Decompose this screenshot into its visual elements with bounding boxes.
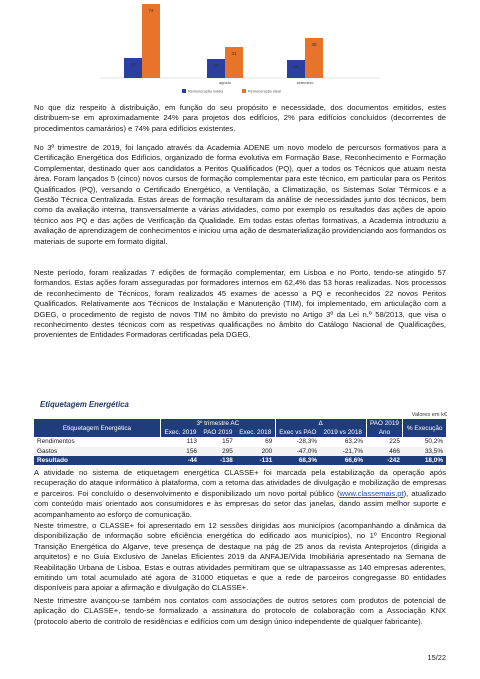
paragraph-distribution: No que diz respeito à distribuição, em função do seu propósito e necessidade, dos documentos emitidos, estes distribuem-se em aproximadamente 24% para projetos dos edifícios, 2% para edifícios concluídos (decorrentes de procedimentos camarários) e 74% para edifícios existentes. <box>34 103 446 133</box>
table-cell: 157 <box>200 437 236 446</box>
col-header: Exec vs PAO <box>275 428 320 437</box>
bar-value-label: 20 <box>130 62 136 67</box>
col-group-q3: 3º trimestre AC <box>161 419 276 428</box>
bar-value-label: 31 <box>231 51 237 56</box>
financial-table <box>34 419 446 465</box>
paragraph-formacao: Neste período, foram realizadas 7 edições de formação complementar, em Lisboa e no Porto, tendo-se atingido 57 formandos. Estas ações foram asseguradas por formadores internos em 62,4% das 53 horas realizadas. Nos processos de reconhecimento de Técnicos, foram realizados 45 exames de acesso a PQ e reconhecidos 22 novos Peritos Qualificados. Relativamente aos Técnicos de Instalação e Manutenção (TIM), foi implementado, em articulação com a DGEG, o procedimento de registo de novos TIM no âmbito do previsto no Artigo 3º da Lei n.º 58/2013, que visa o reconhecimento destes técnicos com as respetivas qualificações no âmbito do Catálogo Nacional de Qualificações, provenientes de Entidades Formadoras certificadas pela DGEG. <box>34 268 446 340</box>
units-note: Valores em k€ <box>411 412 447 418</box>
classemais-link[interactable]: www.classemais.pt <box>339 488 404 498</box>
table-row <box>34 447 446 456</box>
table-cell: 156 <box>161 447 200 456</box>
col-group-delta: Δ <box>275 419 366 428</box>
bar-value-label: 40 <box>311 42 317 47</box>
table-cell: 18,0% <box>403 456 446 465</box>
bar-value-label: 74 <box>148 8 154 13</box>
section-title: Etiquetagem Energética <box>40 400 129 409</box>
text-segment: A atividade no sistema de etiquetagem energética CLASSE+ foi marcada pela estabilização da operação após recuperação do ataque informático à plataforma, com a retoma das atividades de divulgação e mobilização de empresas e parceiros. Foi concluído o desenvolvimento e disponibilizado um novo portal público ( <box>34 468 446 498</box>
category-label: agosto <box>218 80 232 85</box>
table-cell: 68,3% <box>275 456 320 465</box>
col-header-pct: % Execução <box>403 419 446 437</box>
col-header: Ano <box>366 428 403 437</box>
paragraph-academia: No 3º trimestre de 2019, foi lançado através da Academia ADENE um novo modelo de percursos formativos para a Certificação Energética dos Edifícios, organizado de forma evolutiva em Formação Base, Reconhecimento e Formação Complementar, destinado quer aos candidatos a Peritos Qualificados (PQ), quer a todos os Técnicos que atuam nesta área. Foram lançados 5 (cinco) novos cursos de formação complementar para este técnico, em particular para os Peritos Qualificados (PQ), versando o Certificado Energético, a Ventilação, a Climatização, os Sistemas Solar Térmicos e a Gestão Técnica Centralizada. Estas áreas de formação resultaram da análise de necessidades junto dos técnicos, bem como da avaliação interna, transversalmente a várias atividades, como por exemplo os resultados das ações de apoio técnico aos PQ e das ações de Verificação da Qualidade. Em todas estas ofertas formativas, a Academia introduziu a avaliação de aprendizagem de conhecimentos e iniciou uma ação de desmaterialização providenciando aos formandos os materiais de suporte em formato digital. <box>34 143 447 246</box>
table-cell: 63,2% <box>320 437 366 446</box>
category-label: setembro <box>296 80 314 85</box>
table-cell: -28,3% <box>275 437 320 446</box>
bar-series-1 <box>124 58 142 78</box>
paragraph-classe-plus <box>34 468 446 520</box>
col-group-pao: PAO 2019 <box>366 419 403 428</box>
table-cell: 33,5% <box>403 447 446 456</box>
table-cell: 69 <box>236 437 275 446</box>
page-number: 15/22 <box>427 653 446 662</box>
table-cell: -21,7% <box>320 447 366 456</box>
legend-swatch <box>182 89 186 93</box>
row-label: Rendimentos <box>34 437 161 446</box>
table-row-total <box>34 456 446 465</box>
bar-series-2 <box>142 4 160 78</box>
col-header: PAO 2019 <box>200 428 236 437</box>
table-cell: 50,2% <box>403 437 446 446</box>
table-cell: 113 <box>161 437 200 446</box>
bar-setembro-series-1 <box>287 60 305 78</box>
legend-label: Remuneração média <box>188 89 224 94</box>
paragraph-associacoes: Neste trimestre avançou-se também nos contatos com associações de outros setores com produtos de potencial de aplicação do CLASSE+, tendo-se formalizado a assinatura do protocolo de colaboração com a Associação KNX (protocolo aberto de controlo de residências e edifícios com um design único independente de qualquer fabricante). <box>34 596 446 626</box>
row-label: Gastos <box>34 447 161 456</box>
col-header: 2019 vs 2018 <box>320 428 366 437</box>
table-cell: -242 <box>366 456 403 465</box>
paragraph-sessoes: Neste trimestre, o CLASSE+ foi apresentado em 12 sessões dirigidas aos municípios (acompanhando a dinâmica da disponibilização de informação sobre eficiência energética do edificado aos municípios), no 1º Encontro Regional Transição Energética do Algarve, teve presença de destaque na pág de 25 anos da revista Anteprojetos (dirigida a arquitetos) e no Guia Exclusivo de Janelas Eficientes 2019 da ANFAJE/Vida Imobiliária apresentado na Semana de Reabilitação Urbana de Lisboa. Estas e outras atividades permitiram que se ultrapassasse as 140 empresas aderentes, emitindo um total acumulado até agora de 31000 etiquetas e que a rede de parceiros congregasse 80 entidades disponíveis para apoiar a afirmação e divulgação do CLASSE+. <box>34 521 446 593</box>
bar-value-label: 19 <box>213 63 219 68</box>
col-header: Exec. 2018 <box>236 428 275 437</box>
bar-chart <box>90 0 390 100</box>
table-cell: 200 <box>236 447 275 456</box>
chart <box>90 0 390 100</box>
table-row <box>34 437 446 446</box>
table-cell: 295 <box>200 447 236 456</box>
table-cell: 225 <box>366 437 403 446</box>
legend-label: Remuneração ideal <box>248 89 281 94</box>
bar-value-label: 18 <box>293 64 299 69</box>
table-cell: -44 <box>161 456 200 465</box>
table-cell: -138 <box>200 456 236 465</box>
col-header-main: Etiquetagem Energética <box>34 419 161 437</box>
table-cell: 466 <box>366 447 403 456</box>
table-cell: 66,6% <box>320 456 366 465</box>
legend-swatch <box>242 89 246 93</box>
bar-agosto-series-1 <box>207 59 225 78</box>
col-header: Exec. 2019 <box>161 428 200 437</box>
row-label: Resultado <box>34 456 161 465</box>
table-cell: -131 <box>236 456 275 465</box>
table-cell: -47,0% <box>275 447 320 456</box>
text-segment: ), atualizado com conteúdo mais orientado aos consumidores e às empresas do setor das janelas, dando assim melhor suporte e acompanhamento ao esforço de comunicação. <box>34 488 447 519</box>
